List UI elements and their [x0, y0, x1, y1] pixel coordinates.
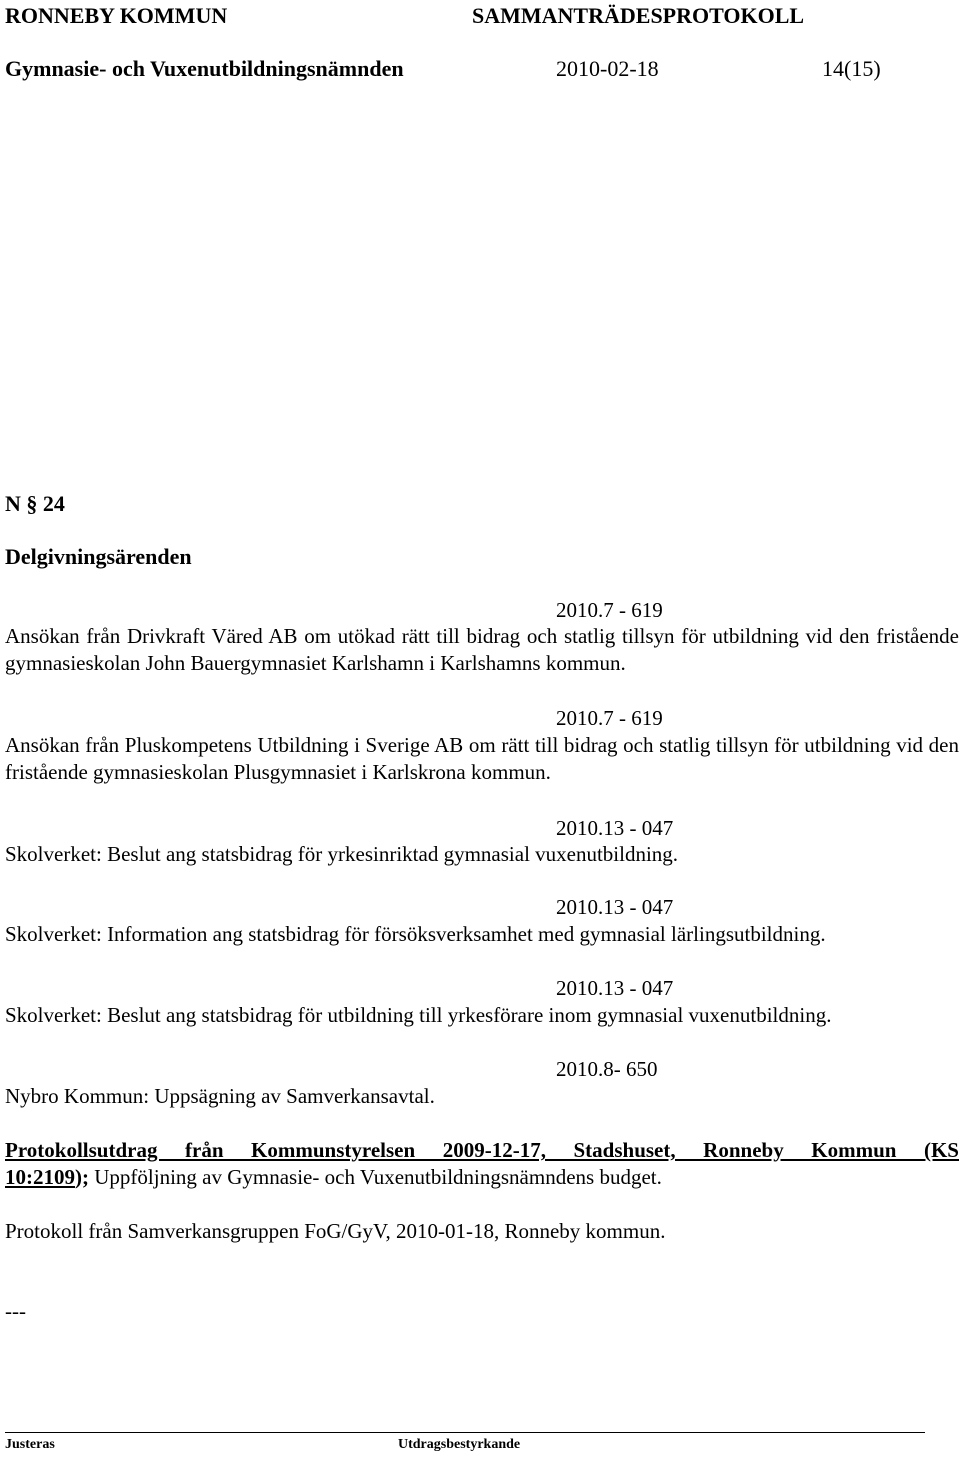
item-ref: 2010.7 - 619	[556, 598, 663, 622]
footer-justeras: Justeras	[5, 1437, 55, 1452]
item-ref: 2010.8- 650	[556, 1057, 658, 1081]
footer-rule	[5, 1432, 925, 1433]
page-number: 14(15)	[822, 56, 881, 81]
item-text: Skolverket: Beslut ang statsbidrag för yrkesinriktad gymnasial vuxenutbildning.	[5, 842, 679, 866]
committee-name: Gymnasie- och Vuxenutbildningsnämnden	[5, 56, 404, 81]
item-ref: 2010.13 - 047	[556, 895, 674, 919]
item-text: Nybro Kommun: Uppsägning av Samverkansavtal.	[5, 1084, 435, 1108]
protokollsutdrag-line	[5, 1164, 662, 1190]
item-text: Ansökan från Drivkraft Väred AB om utökad rätt till bidrag och statlig tillsyn för utbildning vid den fristående gymnasieskolan John Bauergymnasiet Karlshamn i Karlshamns kommun.	[5, 624, 959, 675]
item-text: Ansökan från Pluskompetens Utbildning i Sverige AB om rätt till bidrag och statlig tillsyn för utbildning vid den fristående gymnasieskolan Plusgymnasiet i Karlskrona kommun.	[5, 733, 959, 784]
meeting-date: 2010-02-18	[556, 56, 659, 81]
protokollsutdrag-ref: 10:2109	[5, 1165, 75, 1189]
item-text: Skolverket: Beslut ang statsbidrag för utbildning till yrkesförare inom gymnasial vuxenutbildning.	[5, 1003, 832, 1027]
item-ref: 2010.13 - 047	[556, 976, 674, 1000]
municipality-name: RONNEBY KOMMUN	[5, 3, 228, 28]
protokollsutdrag-suffix: );	[75, 1165, 89, 1189]
item-ref: 2010.13 - 047	[556, 816, 674, 840]
section-number: N § 24	[5, 491, 65, 516]
separator: ---	[5, 1299, 26, 1323]
item-text: Skolverket: Information ang statsbidrag för försöksverksamhet med gymnasial lärlingsutbildning.	[5, 922, 826, 946]
protokollsutdrag-text: Uppföljning av Gymnasie- och Vuxenutbildningsnämndens budget.	[94, 1165, 662, 1189]
document-type: SAMMANTRÄDESPROTOKOLL	[472, 3, 805, 28]
item-ref: 2010.7 - 619	[556, 706, 663, 730]
samverkan-protocol: Protokoll från Samverkansgruppen FoG/GyV, 2010-01-18, Ronneby kommun.	[5, 1219, 666, 1243]
protokollsutdrag-heading: Protokollsutdrag från Kommunstyrelsen 2009-12-17, Stadshuset, Ronneby Kommun (KS	[5, 1138, 959, 1162]
section-title: Delgivningsärenden	[5, 544, 192, 569]
footer-utdragsbestyrkande: Utdragsbestyrkande	[398, 1437, 521, 1452]
